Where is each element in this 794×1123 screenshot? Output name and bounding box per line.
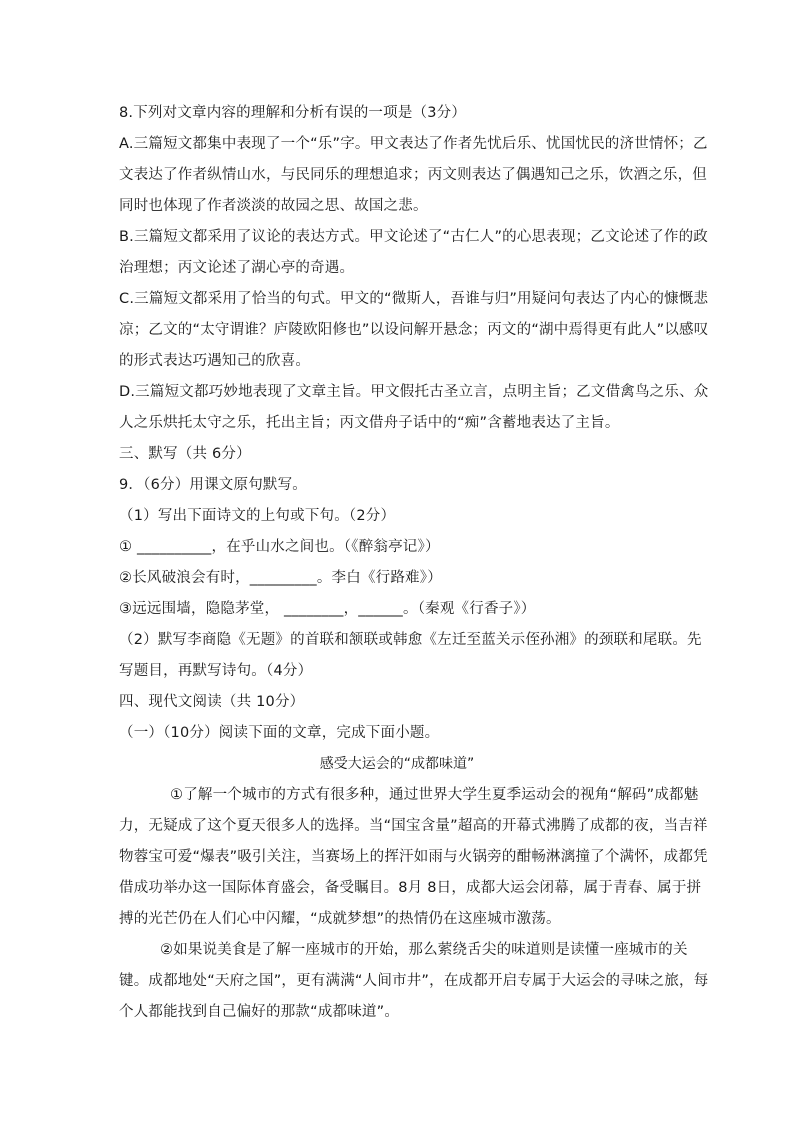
q9-item2: ②长风破浪会有时，_________。李白《行路难》）	[119, 570, 442, 586]
q8-option-c-line: 凉；乙文的“太守谓谁？庐陵欧阳修也”以设问解开悬念；丙文的“湖中焉得更有此人”以感叹	[119, 322, 709, 338]
q9-item1: ① __________，在乎山水之间也。（《醉翁亭记》）	[119, 539, 440, 555]
q8-option-c-line: 的形式表达巧遇知己的欣喜。	[119, 353, 311, 369]
para2-line: 个人都能找到自己偏好的那款“成都味道”。	[119, 1004, 400, 1020]
para1-line: 搏的光芒仍在人们心中闪耀，“成就梦想”的热情仍在这座城市激荡。	[119, 911, 561, 927]
q8-option-a-line: A.三篇短文都集中表现了一个“乐”字。甲文表达了作者先忧后乐、忧国忧民的济世情怀；乙	[119, 136, 708, 152]
para1-line: 力，无疑成了这个夏天很多人的选择。当“国宝含量”超高的开幕式沸腾了成都的夜，当吉祥	[119, 818, 708, 834]
para1-line: 借成功举办这一国际体育盛会，备受瞩目。8月 8日，成都大运会闭幕，属于青春、属于拼	[119, 880, 702, 896]
q9-item3: ③远远围墙，隐隐茅堂， ________，______。（秦观《行香子》）	[119, 601, 536, 617]
article-title: 感受大运会的“成都味道”	[319, 756, 475, 772]
q8-option-b-line: 治理想；丙文论述了湖心亭的奇遇。	[119, 260, 355, 276]
q8-option-d-line: D.三篇短文都巧妙地表现了文章主旨。甲文假托古圣立言，点明主旨；乙文借禽鸟之乐、众	[119, 384, 709, 400]
q8-option-a-line: 同时也体现了作者淡淡的故园之思、故国之悲。	[119, 198, 428, 214]
section4-intro: （一）（10分）阅读下面的文章，完成下面小题。	[119, 725, 440, 741]
q8-option-b-line: B.三篇短文都采用了议论的表达方式。甲文论述了“古仁人”的心思表现；乙文论述了作的政	[119, 229, 708, 245]
para1-line: ①了解一个城市的方式有很多种，通过世界大学生夏季运动会的视角“解码”成都魅	[170, 787, 699, 803]
q8-stem: 8.下列对文章内容的理解和分析有误的一项是（3分）	[119, 105, 467, 121]
para1-line: 物蓉宝可爱“爆表”吸引关注，当赛场上的挥汗如雨与火锅旁的酣畅淋漓撞了个满怀，成都凭	[119, 849, 708, 865]
q8-option-d-line: 人之乐烘托太守之乐，托出主旨；丙文借舟子话中的“痴”含蓄地表达了主旨。	[119, 415, 620, 431]
q8-option-c-line: C.三篇短文都采用了恰当的句式。甲文的“微斯人，吾谁与归”用疑问句表达了内心的慷慨悲	[119, 291, 709, 307]
q9-stem: 9．（6分）用课文原句默写。	[119, 477, 307, 493]
para2-line: ②如果说美食是了解一座城市的开始，那么萦绕舌尖的味道则是读懂一座城市的关	[160, 942, 688, 958]
section4-heading: 四、现代文阅读（共 10分）	[119, 694, 305, 710]
para2-line: 键。成都地处“天府之国”，更有满满“人间市井”，在成都开启专属于大运会的寻味之旅，每	[119, 973, 709, 989]
q9-part1: （1）写出下面诗文的上句或下句。（2分）	[119, 508, 396, 524]
q9-part2-line: 写题目，再默写诗句。（4分）	[119, 663, 313, 679]
q8-option-a-line: 文表达了作者纵情山水，与民同乐的理想追求；丙文则表达了偶遇知己之乐，饮酒之乐，但	[119, 167, 707, 183]
q9-part2-line: （2）默写李商隐《无题》的首联和颔联或韩愈《左迁至蓝关示侄孙湘》的颈联和尾联。先	[119, 632, 702, 648]
section3-heading: 三、默写（共 6分）	[119, 446, 251, 462]
